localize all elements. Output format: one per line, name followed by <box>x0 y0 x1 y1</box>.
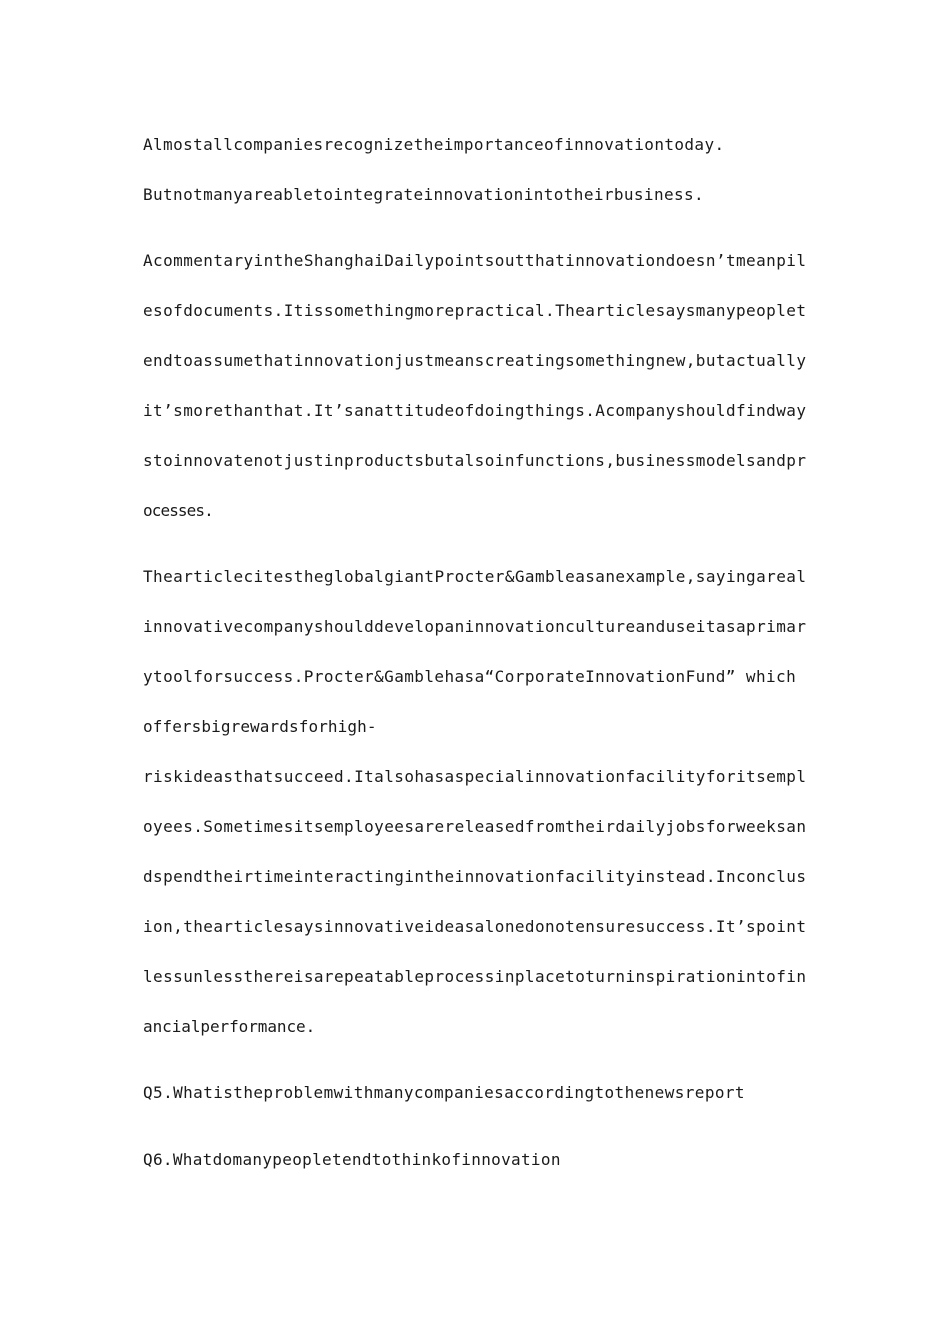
paragraph-3-line-9: lessunlessthereisarepeatableprocessinplacetoturninspirationintofin <box>143 967 807 986</box>
paragraph-3-line-10: ancialperformance. <box>143 1017 316 1036</box>
paragraph-3-line-8: ion,thearticlesaysinnovativeideasalonedonotensuresuccess.It’spoint <box>143 917 807 936</box>
question-6: Q6.Whatdomanypeopletendtothinkofinnovation <box>143 1150 561 1169</box>
paragraph-2-line-6: ocesses. <box>143 501 213 520</box>
paragraph-3-line-5: riskideasthatsucceed.Italsohasaspecialinnovationfacilityforitsempl <box>143 767 807 786</box>
paragraph-3-line-7: dspendtheirtimeinteractingintheinnovationfacilityinstead.Inconclus <box>143 867 807 886</box>
paragraph-1-line-1: Almostallcompaniesrecognizetheimportanceofinnovationtoday. <box>143 135 725 154</box>
paragraph-3-line-1: ThearticlecitestheglobalgiantProcter&Gambleasanexample,sayingareal <box>143 567 807 586</box>
paragraph-2-line-5: stoinnovatenotjustinproductsbutalsoinfunctions,businessmodelsandpr <box>143 451 807 470</box>
question-5: Q5.Whatistheproblemwithmanycompaniesaccordingtothenewsreport <box>143 1083 745 1102</box>
paragraph-2-line-1: AcommentaryintheShanghaiDailypointsoutthatinnovationdoesn’tmeanpil <box>143 251 807 270</box>
paragraph-1-line-2: Butnotmanyareabletointegrateinnovationintotheirbusiness. <box>143 185 705 204</box>
paragraph-3-line-6: oyees.Sometimesitsemployeesarereleasedfromtheirdailyjobsforweeksan <box>143 817 807 836</box>
paragraph-2-line-3: endtoassumethatinnovationjustmeanscreatingsomethingnew,butactually <box>143 351 807 370</box>
paragraph-3-line-4: offersbigrewardsforhigh- <box>143 717 377 736</box>
paragraph-3-line-3: ytoolforsuccess.Procter&Gamblehasa“CorporateInnovationFund” which <box>143 667 797 686</box>
paragraph-2-line-2: esofdocuments.Itissomethingmorepractical.Thearticlesaysmanypeoplet <box>143 301 807 320</box>
paragraph-2-line-4: it’smorethanthat.It’sanattitudeofdoingthings.Acompanyshouldfindway <box>143 401 807 420</box>
paragraph-3-line-2: innovativecompanyshoulddevelopaninnovationcultureanduseitasaprimar <box>143 617 807 636</box>
